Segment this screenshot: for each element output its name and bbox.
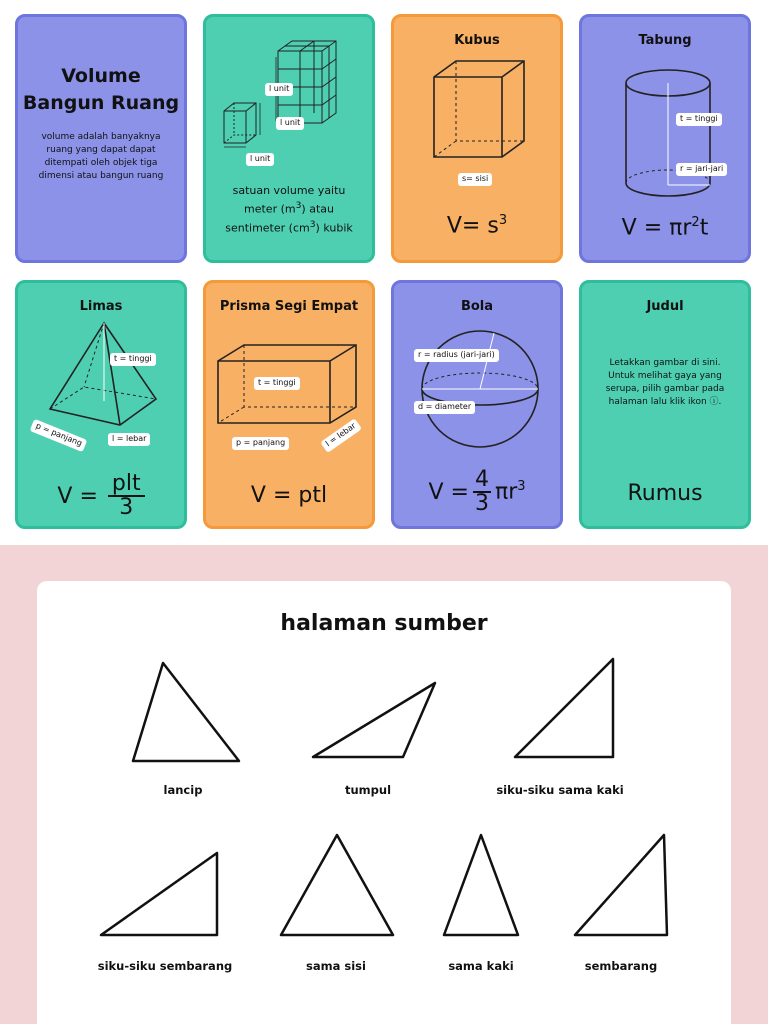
triangle-siku-sama-kaki [515, 659, 613, 757]
bola-title: Bola [460, 299, 494, 314]
intro-description: volume adalah banyaknya ruang yang dapat dapat ditempati oleh objek tiga dimensi atau bangun ruang [38, 132, 164, 182]
tabung-card [579, 14, 751, 263]
kubus-formula: $V= s^3$ [446, 213, 508, 239]
bola-label-r: r = radius (jari-jari) [414, 349, 499, 362]
triangle-label-sembarang: sembarang [584, 959, 658, 973]
unit-label-3: l unit [246, 153, 274, 166]
tabung-formula: $V = \pi r^2t$ [621, 215, 709, 241]
limas-label-l: l = lebar [108, 433, 150, 446]
judul-description: Letakkan gambar di sini. Untuk melihat gaya yang serupa, pilih gambar pada halaman lalu klik ikon ⓘ. [605, 358, 725, 408]
units-description: satuan volume yaitu meter $(m^3)$ atau sentimeter $(cm^3)$ kubik [225, 184, 353, 235]
source-panel [37, 581, 731, 1024]
kubus-label-s: s= sisi [458, 173, 492, 186]
limas-card [15, 280, 187, 529]
triangle-label-siku-sembarang: siku-siku sembarang [97, 959, 233, 973]
triangle-label-lancip: lancip [163, 783, 203, 797]
triangle-sama-kaki [444, 835, 518, 935]
judul-rumus: Rumus [627, 481, 703, 506]
source-title: halaman sumber [280, 611, 488, 636]
triangle-sama-sisi [281, 835, 393, 935]
triangle-sembarang [575, 835, 667, 935]
bola-card [391, 280, 563, 529]
prisma-label-p: p = panjang [232, 437, 289, 450]
intro-title: Volume Bangun Ruang [22, 65, 180, 114]
prisma-label-l: l = lebar [320, 418, 362, 453]
prisma-formula: V = ptl [250, 483, 328, 508]
prisma-card [203, 280, 375, 529]
bola-formula: V = $\frac{4}{3}$ $\pi r^3$ [428, 467, 526, 516]
triangle-lancip [133, 663, 239, 761]
judul-card [579, 280, 751, 529]
limas-label-t: t = tinggi [110, 353, 156, 366]
triangle-label-sama-sisi: sama sisi [306, 959, 366, 973]
triangle-tumpul [313, 683, 435, 757]
limas-title: Limas [79, 299, 123, 314]
unit-label-1: l unit [265, 83, 293, 96]
triangle-label-siku-sama-kaki: siku-siku sama kaki [496, 783, 624, 797]
tabung-title: Tabung [638, 33, 692, 48]
limas-formula: V = plt 3 [18, 473, 184, 519]
unit-label-2: l unit [276, 117, 304, 130]
triangle-siku-sembarang [101, 853, 217, 935]
tabung-label-t: t = tinggi [676, 113, 722, 126]
intro-card [15, 14, 187, 263]
tabung-label-r: r = jari-jari [676, 163, 727, 176]
triangle-label-sama-kaki: sama kaki [448, 959, 514, 973]
kubus-title: Kubus [454, 33, 500, 48]
bola-label-d: d = diameter [414, 401, 475, 414]
triangle-label-tumpul: tumpul [344, 783, 392, 797]
kubus-card [391, 14, 563, 263]
judul-title: Judul [646, 299, 684, 314]
triangles-illustration [37, 581, 731, 1024]
prisma-title: Prisma Segi Empat [219, 299, 359, 314]
units-card [203, 14, 375, 263]
limas-label-p: p = panjang [30, 419, 88, 452]
prisma-label-t: t = tinggi [254, 377, 300, 390]
